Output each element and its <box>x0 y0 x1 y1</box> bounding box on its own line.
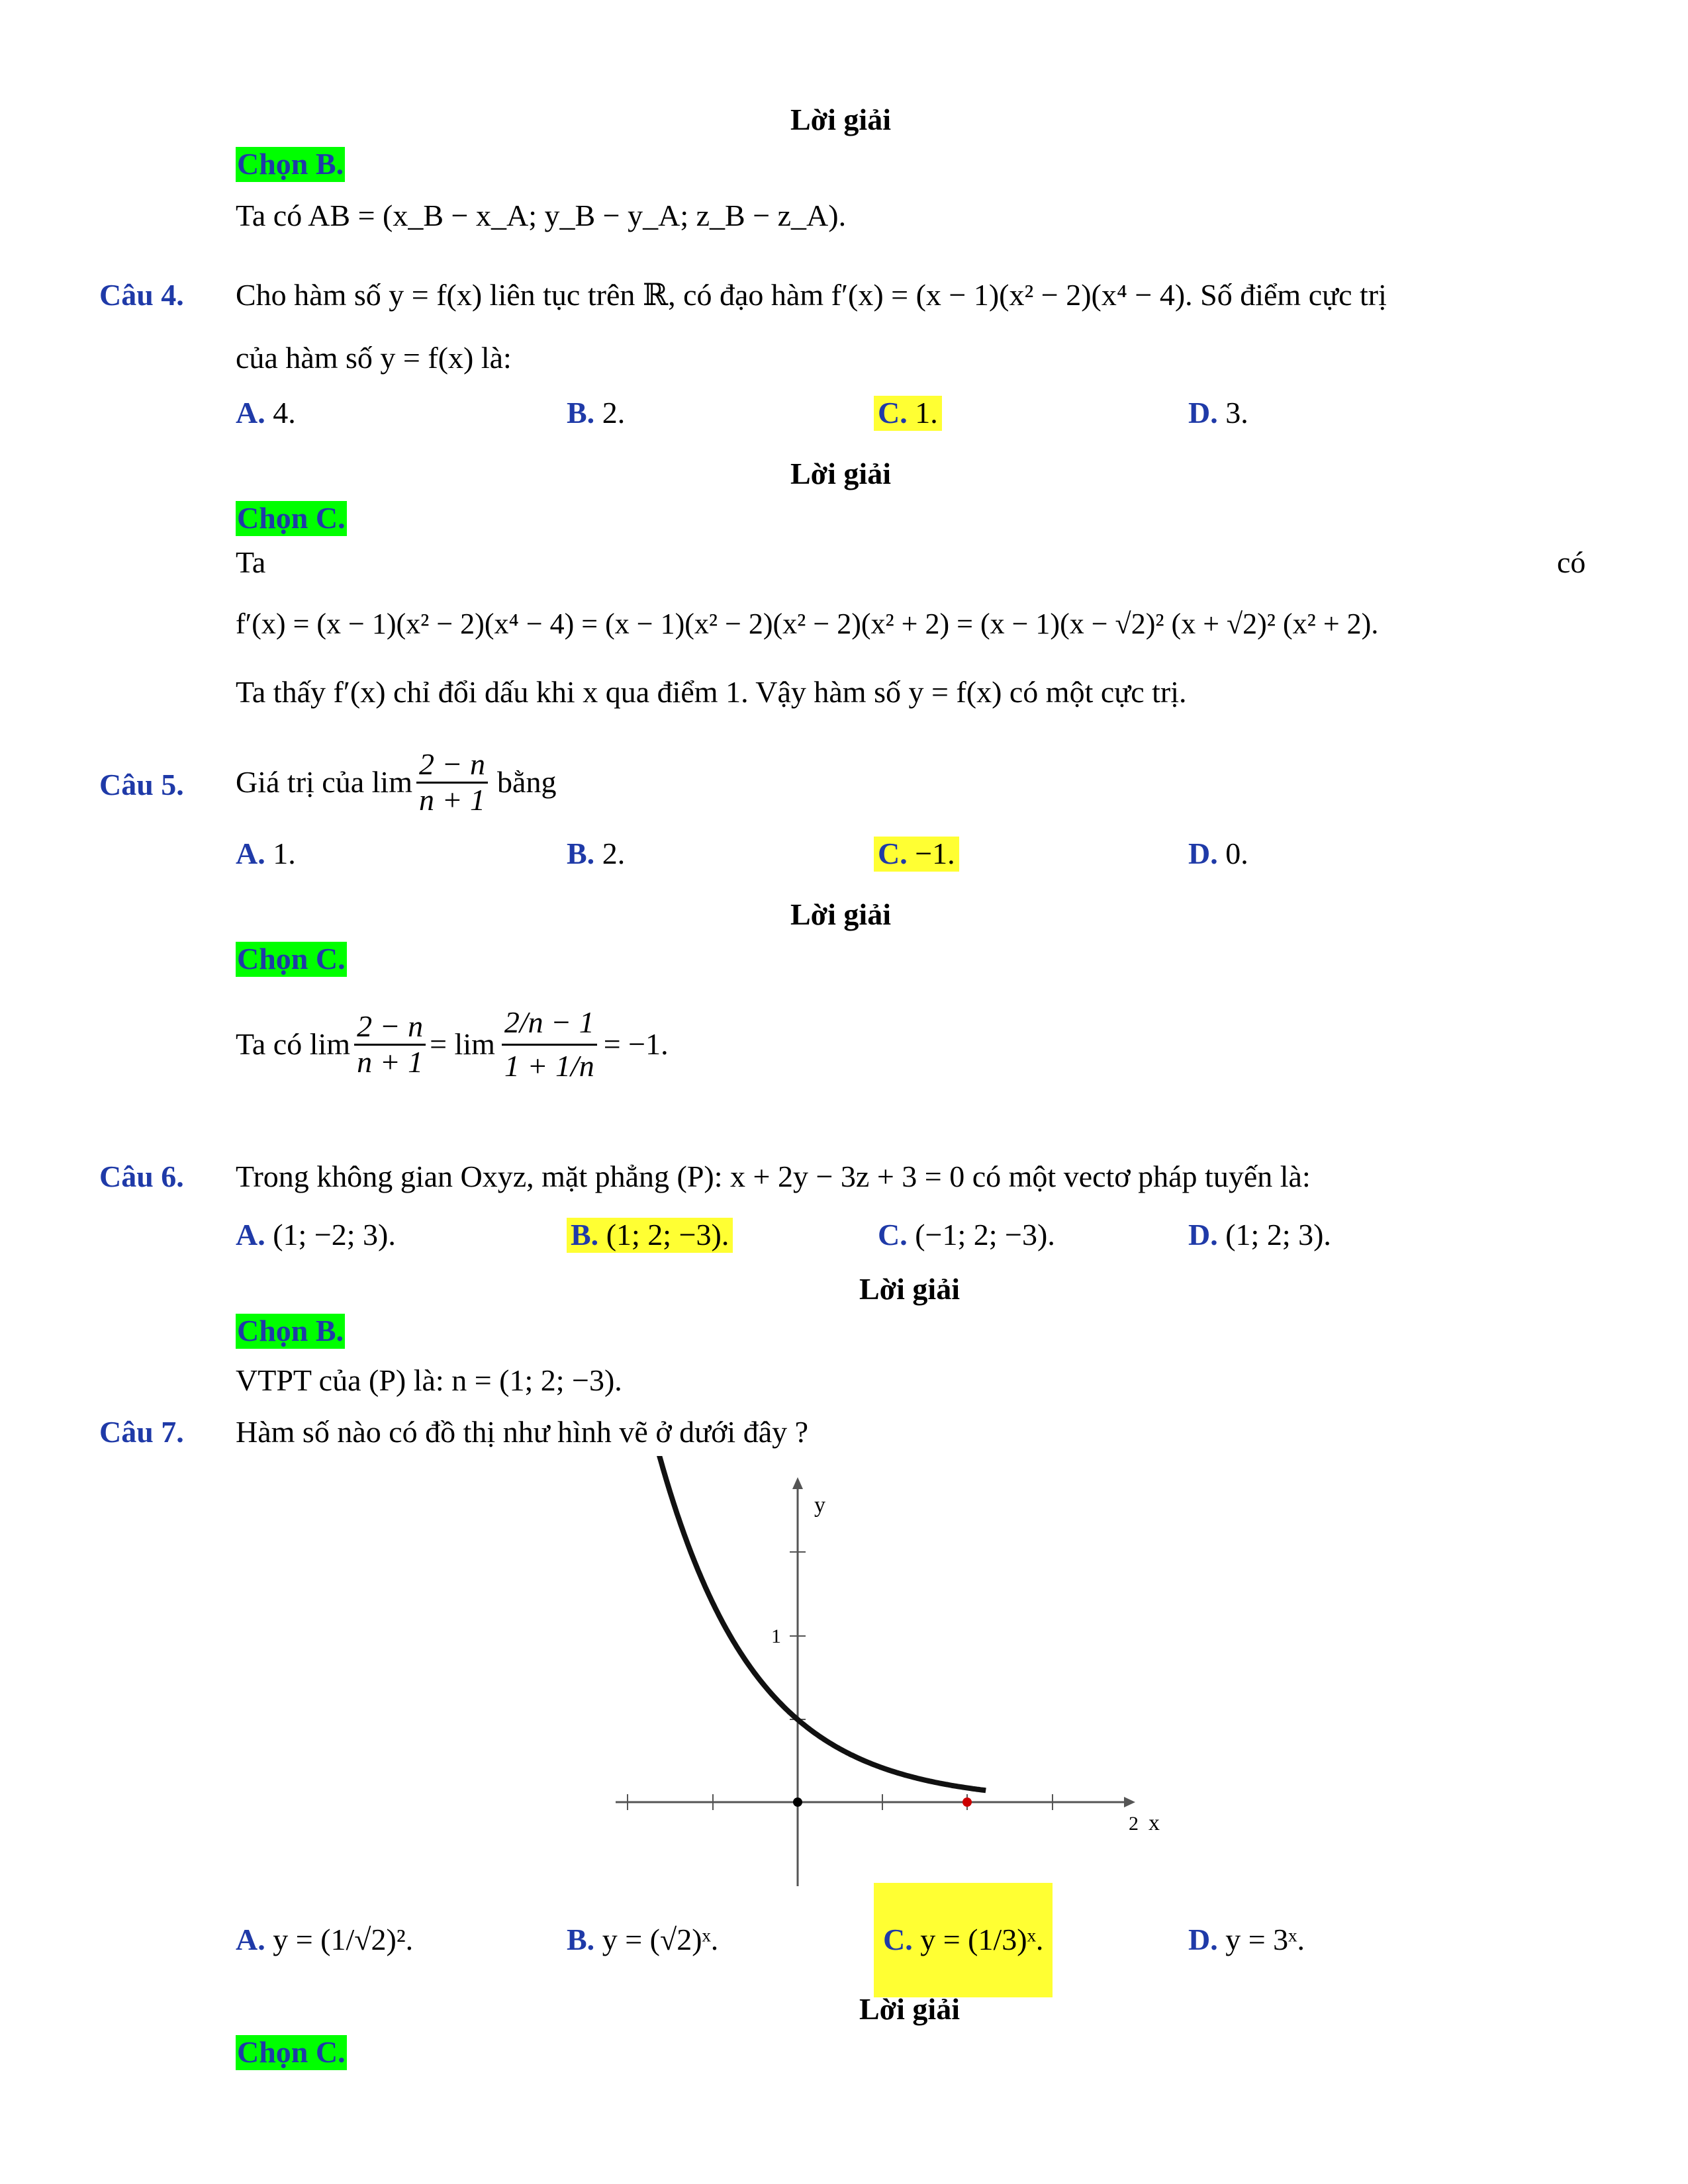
x-axis-arrow <box>1124 1797 1135 1807</box>
solution-text: Ta thấy f′(x) chỉ đổi dấu khi x qua điểm 1. Vậy hàm số y = f(x) có một cực trị. <box>236 675 1187 709</box>
option-value: (1; 2; −3). <box>606 1218 729 1251</box>
option-value: y = 3ˣ. <box>1225 1923 1305 1956</box>
option-letter: B. <box>567 837 595 870</box>
fraction <box>416 748 488 817</box>
denominator: n + 1 <box>357 1044 424 1079</box>
option-value: 1. <box>915 396 938 430</box>
answer-choice: Chọn C. <box>237 942 346 976</box>
option-letter: A. <box>236 396 265 430</box>
option-b[interactable] <box>567 837 625 872</box>
solution-formula: f′(x) = (x − 1)(x² − 2)(x⁴ − 4) = (x − 1)(x² − 2)(x² − 2)(x² + 2) = (x − 1)(x − √2)² (x + √2)² (x² + 2). <box>236 608 1379 640</box>
solution-line <box>236 986 669 1103</box>
solution-heading: Lời giải <box>790 103 891 136</box>
option-value: y = (√2)ˣ. <box>602 1923 719 1956</box>
option-a[interactable] <box>236 1218 396 1253</box>
fraction <box>502 986 597 1103</box>
solution-heading: Lời giải <box>859 1272 960 1306</box>
option-value: (1; 2; 3). <box>1225 1218 1331 1251</box>
option-value: 2. <box>602 396 626 430</box>
answer-choice: Chọn C. <box>237 501 346 535</box>
option-d[interactable] <box>1188 837 1248 872</box>
option-letter: B. <box>571 1218 599 1251</box>
option-value: 2. <box>602 837 626 870</box>
x-tick-label: 2 <box>1129 1813 1139 1835</box>
question-label: Câu 6. <box>99 1160 184 1193</box>
numerator: 2 − n <box>354 1010 426 1046</box>
option-letter: D. <box>1188 837 1218 870</box>
option-letter: C. <box>878 837 908 870</box>
answer-choice: Chọn C. <box>237 2035 346 2069</box>
option-value: 4. <box>273 396 296 430</box>
marked-point <box>962 1797 972 1807</box>
option-letter: D. <box>1188 396 1218 430</box>
option-value: y = (1/√2)². <box>273 1923 414 1956</box>
solution-heading: Lời giải <box>859 1992 960 2026</box>
y-tick-label: 1 <box>771 1625 781 1647</box>
denominator: n + 1 <box>418 782 486 817</box>
question-text: Cho hàm số y = f(x) liên tục trên ℝ, có đạo hàm f′(x) = (x − 1)(x² − 2)(x⁴ − 4). Số điểm cực trị <box>236 278 1387 312</box>
option-c[interactable] <box>874 1883 1053 1997</box>
option-letter: D. <box>1188 1923 1218 1956</box>
question-label: Câu 7. <box>99 1415 184 1449</box>
y-axis-arrow <box>792 1477 803 1489</box>
solution-line: Ta có AB = (x_B − x_A; y_B − y_A; z_B − z_A). <box>236 199 847 232</box>
option-c[interactable] <box>878 1218 1055 1253</box>
option-letter: A. <box>236 1218 265 1251</box>
option-b[interactable] <box>567 396 625 431</box>
option-b[interactable] <box>567 1218 733 1253</box>
option-letter: B. <box>567 396 595 430</box>
text: Ta có lim <box>236 1026 351 1061</box>
option-value: −1. <box>915 837 955 870</box>
fraction <box>354 1010 426 1079</box>
option-d[interactable] <box>1188 1218 1331 1253</box>
answer-choice: Chọn B. <box>237 147 344 181</box>
option-letter: C. <box>883 1923 913 1956</box>
question-label: Câu 5. <box>99 768 184 801</box>
origin-point <box>793 1797 802 1807</box>
option-d[interactable] <box>1188 396 1248 431</box>
option-value: 0. <box>1225 837 1248 870</box>
option-value: (−1; 2; −3). <box>915 1218 1055 1251</box>
question-label: Câu 4. <box>99 278 184 312</box>
solution-heading: Lời giải <box>790 457 891 490</box>
option-letter: C. <box>878 396 908 430</box>
text: Giá trị của lim <box>236 764 412 799</box>
answer-choice: Chọn B. <box>237 1314 344 1347</box>
text: bằng <box>497 764 557 799</box>
option-d[interactable] <box>1188 1923 1305 1958</box>
solution-text: Ta <box>236 545 266 579</box>
question-text: Hàm số nào có đồ thị như hình vẽ ở dưới đây ? <box>236 1415 809 1449</box>
x-axis-label: x <box>1149 1811 1160 1835</box>
denominator: 1 + 1/n <box>504 1048 594 1083</box>
option-value: 3. <box>1225 396 1248 430</box>
option-letter: A. <box>236 837 265 870</box>
numerator: 2/n − 1 <box>502 986 597 1046</box>
option-a[interactable] <box>236 837 296 872</box>
option-letter: B. <box>567 1923 595 1956</box>
option-a[interactable] <box>236 396 296 431</box>
option-value: y = (1/3)ˣ. <box>920 1923 1044 1956</box>
option-letter: D. <box>1188 1218 1218 1251</box>
option-letter: A. <box>236 1923 265 1956</box>
question-text: Trong không gian Oxyz, mặt phẳng (P): x + 2y − 3z + 3 = 0 có một vectơ pháp tuyến là: <box>236 1160 1311 1193</box>
question-text: của hàm số y = f(x) là: <box>236 341 512 375</box>
solution-heading: Lời giải <box>790 897 891 931</box>
question-text <box>236 748 556 817</box>
option-b[interactable] <box>567 1923 718 1958</box>
option-value: 1. <box>273 837 296 870</box>
numerator: 2 − n <box>416 748 488 784</box>
solution-text: có <box>1557 545 1586 579</box>
y-axis-label: y <box>814 1493 825 1518</box>
option-c[interactable] <box>874 837 959 872</box>
option-value: (1; −2; 3). <box>273 1218 396 1251</box>
text: = −1. <box>603 1026 669 1061</box>
function-graph <box>596 1456 1192 1893</box>
option-a[interactable] <box>236 1923 413 1958</box>
option-letter: C. <box>878 1218 908 1251</box>
text: = lim <box>430 1026 495 1061</box>
exponential-curve <box>635 1456 986 1790</box>
option-c[interactable] <box>874 396 942 431</box>
solution-text: VTPT của (P) là: n = (1; 2; −3). <box>236 1363 622 1397</box>
